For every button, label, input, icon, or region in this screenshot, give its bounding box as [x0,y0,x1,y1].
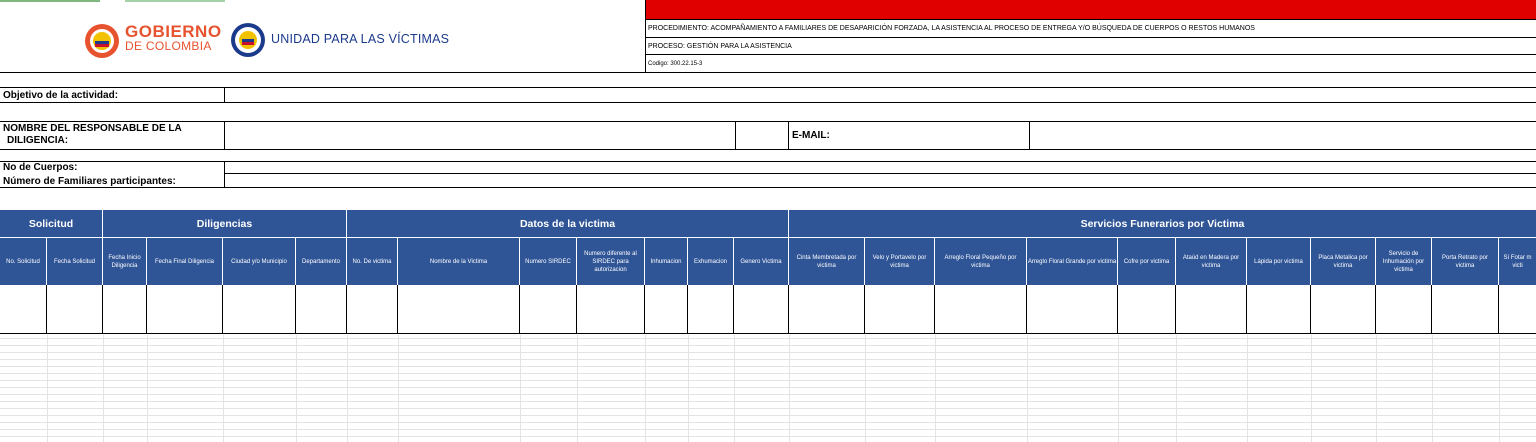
gridline [0,422,1536,423]
process-text: PROCESO: GESTIÓN PARA LA ASISTENCIA [646,37,1536,54]
objetivo-field[interactable] [224,88,1536,103]
column-header: Servicio de Inhumación por victima [1376,237,1432,285]
data-table [0,210,1536,334]
gridline [0,359,1536,360]
gridline [0,436,1536,437]
cuerpos-field[interactable] [224,161,1536,174]
table-cell[interactable] [223,285,296,334]
email-label: E-MAIL: [792,130,830,141]
gridline [520,335,521,442]
table-cell[interactable] [1311,285,1376,334]
cuerpos-label: No de Cuerpos: [3,162,78,173]
table-cell[interactable] [398,285,520,334]
column-header: Sí Fotar m victi [1499,237,1536,285]
gridline [0,408,1536,409]
column-header: Lápida por victima [1247,237,1311,285]
column-header: Velo y Portavelo por victima [865,237,935,285]
gridline [688,335,689,442]
gridline [1247,335,1248,442]
gridline [645,335,646,442]
gridline [47,335,48,442]
unit-seal-icon [230,22,266,58]
group-header-3: Datos de la victima [347,210,789,237]
table-cell[interactable] [789,285,865,334]
gridline [0,401,1536,402]
gridline [1432,335,1433,442]
column-header: Fecha Inicio Diligencia [103,237,147,285]
gridline [935,335,936,442]
column-header: No. Solicitud [0,237,47,285]
table-cell[interactable] [0,285,47,334]
gridline [0,415,1536,416]
logo-area [0,0,645,73]
table-cell[interactable] [47,285,103,334]
header-block [0,0,1536,73]
table-cell[interactable] [577,285,645,334]
code-text: Codigo: 300.22.15-3 [646,54,1536,73]
gridline [789,335,790,442]
gridline [0,352,1536,353]
column-header: Exhumacion [688,237,734,285]
gridline [1311,335,1312,442]
gridline [0,373,1536,374]
column-header: Arreglo Floral Pequeño por victima [935,237,1027,285]
table-cell[interactable] [1499,285,1536,334]
objetivo-label: Objetivo de la actividad: [3,90,119,101]
gov-seal-icon [84,23,120,59]
gridline [1499,335,1500,442]
gridline [1376,335,1377,442]
gridline [0,394,1536,395]
gov-logo-line1: GOBIERNO [125,22,222,41]
column-header: Numero SIRDEC [520,237,577,285]
column-header: Ataúd en Madera por victima [1176,237,1247,285]
familiares-field[interactable] [224,174,1536,188]
group-header-2: Diligencias [103,210,347,237]
table-cell[interactable] [347,285,398,334]
email-field[interactable] [1029,121,1536,150]
table-cell[interactable] [935,285,1027,334]
table-cell[interactable] [645,285,688,334]
gridline [0,366,1536,367]
table-cell[interactable] [734,285,789,334]
responsable-field[interactable] [224,121,736,150]
gridline [147,335,148,442]
column-header: Genero Victima [734,237,789,285]
group-header-4: Servicios Funerarios por Victima [789,210,1536,237]
column-header: No. De victima [347,237,398,285]
table-cell[interactable] [1432,285,1499,334]
column-header: Departamento [296,237,347,285]
column-header: Fecha Final Diligencia [147,237,223,285]
procedure-text: PROCEDIMIENTO: ACOMPAÑAMIENTO A FAMILIARES DE DESAPARICIÓN FORZADA, LA ASISTENCIA AL PROCESO DE ENTREGA Y/O BÚSQUEDA DE CUERPOS O RESTOS HUMANOS [646,19,1536,37]
gridline [1176,335,1177,442]
familiares-label: Número de Familiares participantes: [3,175,176,187]
responsable-label-line2: DILIGENCIA: [7,135,69,146]
column-header: Placa Metalica por victima [1311,237,1376,285]
column-header: Fecha Solicitud [47,237,103,285]
column-header: Numero diferente al SIRDEC para autorizacion [577,237,645,285]
column-header: Cofre por victima [1118,237,1176,285]
header-info [645,0,1536,73]
gridline [0,338,1536,339]
column-header: Ciudad y/o Municipio [223,237,296,285]
gridline [0,345,1536,346]
gridline [223,335,224,442]
gridline [103,335,104,442]
table-cell[interactable] [1027,285,1118,334]
gridline [1027,335,1028,442]
table-cell[interactable] [1118,285,1176,334]
responsable-spacer [736,121,789,150]
unit-logo-text: UNIDAD PARA LAS VÍCTIMAS [271,32,450,46]
gridline [398,335,399,442]
responsable-label-line1: NOMBRE DEL RESPONSABLE DE LA [3,123,182,134]
gridline [577,335,578,442]
gridline [1118,335,1119,442]
gridline [347,335,348,442]
table-cell[interactable] [147,285,223,334]
column-header: Porta Retrato por victima [1432,237,1499,285]
table-cell[interactable] [1247,285,1311,334]
gridline [0,429,1536,430]
column-header: Nombre de la Victima [398,237,520,285]
gridline [0,387,1536,388]
table-cell[interactable] [688,285,734,334]
column-header: Inhumacion [645,237,688,285]
table-cell[interactable] [865,285,935,334]
table-cell[interactable] [520,285,577,334]
table-cell[interactable] [103,285,147,334]
gridline [865,335,866,442]
table-cell[interactable] [296,285,347,334]
gridline [296,335,297,442]
table-cell[interactable] [1376,285,1432,334]
header-red-bar [646,0,1536,19]
gov-logo-line2: DE COLOMBIA [125,39,212,53]
column-header: Cinta Membretada por victima [789,237,865,285]
table-cell[interactable] [1176,285,1247,334]
responsable-label [3,123,223,149]
group-header-1: Solicitud [0,210,103,237]
gridline [0,380,1536,381]
column-header: Arreglo Floral Grande por victima [1027,237,1118,285]
gridline [734,335,735,442]
